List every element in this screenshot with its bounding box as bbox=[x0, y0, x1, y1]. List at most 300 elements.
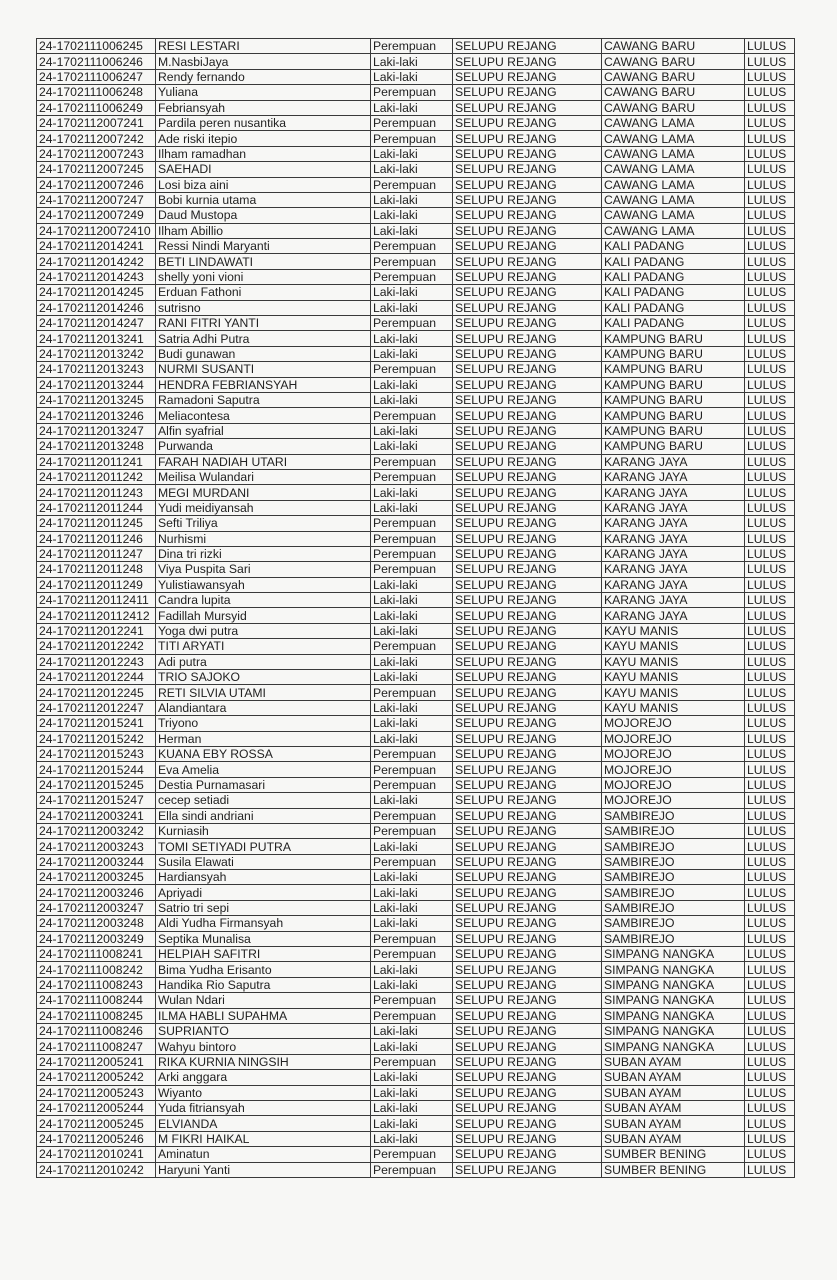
gender-cell: Laki-laki bbox=[371, 485, 453, 500]
village-cell: KAMPUNG BARU bbox=[602, 439, 745, 454]
name-cell: BETI LINDAWATI bbox=[156, 254, 371, 269]
village-cell: KAYU MANIS bbox=[602, 654, 745, 669]
status-cell: LULUS bbox=[745, 1054, 795, 1069]
registration-number-cell: 24-1702111006248 bbox=[37, 85, 156, 100]
status-cell: LULUS bbox=[745, 931, 795, 946]
table-row bbox=[37, 839, 795, 854]
name-cell: Ade riski itepio bbox=[156, 131, 371, 146]
name-cell: RETI SILVIA UTAMI bbox=[156, 685, 371, 700]
table-row bbox=[37, 1116, 795, 1131]
table-row bbox=[37, 931, 795, 946]
status-cell: LULUS bbox=[745, 131, 795, 146]
name-cell: Meliacontesa bbox=[156, 408, 371, 423]
district-cell: SELUPU REJANG bbox=[453, 1147, 602, 1162]
status-cell: LULUS bbox=[745, 1131, 795, 1146]
table-row bbox=[37, 285, 795, 300]
status-cell: LULUS bbox=[745, 793, 795, 808]
status-cell: LULUS bbox=[745, 300, 795, 315]
status-cell: LULUS bbox=[745, 223, 795, 238]
table-row bbox=[37, 177, 795, 192]
village-cell: CAWANG LAMA bbox=[602, 177, 745, 192]
name-cell: Wahyu bintoro bbox=[156, 1039, 371, 1054]
registration-number-cell: 24-17021120112412 bbox=[37, 608, 156, 623]
village-cell: SUBAN AYAM bbox=[602, 1054, 745, 1069]
gender-cell: Perempuan bbox=[371, 685, 453, 700]
status-cell: LULUS bbox=[745, 977, 795, 992]
registration-number-cell: 24-1702112003246 bbox=[37, 885, 156, 900]
registration-number-cell: 24-1702112014246 bbox=[37, 300, 156, 315]
district-cell: SELUPU REJANG bbox=[453, 223, 602, 238]
name-cell: NURMI SUSANTI bbox=[156, 362, 371, 377]
status-cell: LULUS bbox=[745, 408, 795, 423]
status-cell: LULUS bbox=[745, 1039, 795, 1054]
status-cell: LULUS bbox=[745, 839, 795, 854]
district-cell: SELUPU REJANG bbox=[453, 469, 602, 484]
district-cell: SELUPU REJANG bbox=[453, 700, 602, 715]
registration-number-cell: 24-1702111008246 bbox=[37, 1024, 156, 1039]
registration-number-cell: 24-1702112005245 bbox=[37, 1116, 156, 1131]
table-row bbox=[37, 854, 795, 869]
name-cell: TOMI SETIYADI PUTRA bbox=[156, 839, 371, 854]
registration-number-cell: 24-1702112003249 bbox=[37, 931, 156, 946]
district-cell: SELUPU REJANG bbox=[453, 608, 602, 623]
name-cell: Alfin syafrial bbox=[156, 423, 371, 438]
name-cell: Satrio tri sepi bbox=[156, 900, 371, 915]
status-cell: LULUS bbox=[745, 854, 795, 869]
table-row bbox=[37, 192, 795, 207]
registration-number-cell: 24-1702112011246 bbox=[37, 531, 156, 546]
district-cell: SELUPU REJANG bbox=[453, 1054, 602, 1069]
gender-cell: Laki-laki bbox=[371, 623, 453, 638]
gender-cell: Perempuan bbox=[371, 1162, 453, 1177]
registration-number-cell: 24-1702112003243 bbox=[37, 839, 156, 854]
gender-cell: Laki-laki bbox=[371, 300, 453, 315]
gender-cell: Laki-laki bbox=[371, 870, 453, 885]
village-cell: SAMBIREJO bbox=[602, 839, 745, 854]
table-row bbox=[37, 623, 795, 638]
registration-number-cell: 24-1702112007247 bbox=[37, 192, 156, 207]
village-cell: MOJOREJO bbox=[602, 777, 745, 792]
village-cell: MOJOREJO bbox=[602, 746, 745, 761]
village-cell: KAMPUNG BARU bbox=[602, 346, 745, 361]
gender-cell: Laki-laki bbox=[371, 192, 453, 207]
registration-number-cell: 24-1702112013248 bbox=[37, 439, 156, 454]
status-cell: LULUS bbox=[745, 54, 795, 69]
district-cell: SELUPU REJANG bbox=[453, 269, 602, 284]
gender-cell: Laki-laki bbox=[371, 839, 453, 854]
district-cell: SELUPU REJANG bbox=[453, 854, 602, 869]
district-cell: SELUPU REJANG bbox=[453, 654, 602, 669]
status-cell: LULUS bbox=[745, 1162, 795, 1177]
table-row bbox=[37, 777, 795, 792]
village-cell: MOJOREJO bbox=[602, 762, 745, 777]
village-cell: SUMBER BENING bbox=[602, 1147, 745, 1162]
name-cell: Ramadoni Saputra bbox=[156, 392, 371, 407]
district-cell: SELUPU REJANG bbox=[453, 300, 602, 315]
status-cell: LULUS bbox=[745, 916, 795, 931]
registration-number-cell: 24-1702112003242 bbox=[37, 823, 156, 838]
table-row bbox=[37, 454, 795, 469]
name-cell: KUANA EBY ROSSA bbox=[156, 746, 371, 761]
gender-cell: Perempuan bbox=[371, 531, 453, 546]
district-cell: SELUPU REJANG bbox=[453, 131, 602, 146]
village-cell: SUBAN AYAM bbox=[602, 1085, 745, 1100]
registration-number-cell: 24-1702112007245 bbox=[37, 162, 156, 177]
table-row bbox=[37, 500, 795, 515]
registration-number-cell: 24-1702112007246 bbox=[37, 177, 156, 192]
village-cell: SAMBIREJO bbox=[602, 885, 745, 900]
gender-cell: Perempuan bbox=[371, 469, 453, 484]
village-cell: SIMPANG NANGKA bbox=[602, 1024, 745, 1039]
gender-cell: Perempuan bbox=[371, 316, 453, 331]
registration-number-cell: 24-1702111006247 bbox=[37, 69, 156, 84]
name-cell: Aldi Yudha Firmansyah bbox=[156, 916, 371, 931]
district-cell: SELUPU REJANG bbox=[453, 885, 602, 900]
district-cell: SELUPU REJANG bbox=[453, 762, 602, 777]
status-cell: LULUS bbox=[745, 608, 795, 623]
name-cell: Daud Mustopa bbox=[156, 208, 371, 223]
status-cell: LULUS bbox=[745, 777, 795, 792]
name-cell: Bobi kurnia utama bbox=[156, 192, 371, 207]
name-cell: Apriyadi bbox=[156, 885, 371, 900]
name-cell: Rendy fernando bbox=[156, 69, 371, 84]
village-cell: SUBAN AYAM bbox=[602, 1100, 745, 1115]
district-cell: SELUPU REJANG bbox=[453, 239, 602, 254]
village-cell: CAWANG BARU bbox=[602, 54, 745, 69]
gender-cell: Perempuan bbox=[371, 993, 453, 1008]
table-row bbox=[37, 146, 795, 161]
status-cell: LULUS bbox=[745, 285, 795, 300]
status-cell: LULUS bbox=[745, 100, 795, 115]
district-cell: SELUPU REJANG bbox=[453, 331, 602, 346]
gender-cell: Perempuan bbox=[371, 562, 453, 577]
name-cell: Triyono bbox=[156, 716, 371, 731]
gender-cell: Laki-laki bbox=[371, 577, 453, 592]
gender-cell: Perempuan bbox=[371, 362, 453, 377]
gender-cell: Laki-laki bbox=[371, 69, 453, 84]
registration-number-cell: 24-1702112012245 bbox=[37, 685, 156, 700]
status-cell: LULUS bbox=[745, 870, 795, 885]
registration-number-cell: 24-1702112015241 bbox=[37, 716, 156, 731]
registration-number-cell: 24-1702112013243 bbox=[37, 362, 156, 377]
village-cell: SIMPANG NANGKA bbox=[602, 1039, 745, 1054]
district-cell: SELUPU REJANG bbox=[453, 423, 602, 438]
gender-cell: Laki-laki bbox=[371, 1039, 453, 1054]
gender-cell: Laki-laki bbox=[371, 346, 453, 361]
registration-number-cell: 24-1702112014247 bbox=[37, 316, 156, 331]
table-row bbox=[37, 746, 795, 761]
status-cell: LULUS bbox=[745, 316, 795, 331]
registration-number-cell: 24-1702112007242 bbox=[37, 131, 156, 146]
name-cell: TITI ARYATI bbox=[156, 639, 371, 654]
district-cell: SELUPU REJANG bbox=[453, 777, 602, 792]
results-table bbox=[36, 38, 795, 1178]
registration-number-cell: 24-1702112011245 bbox=[37, 516, 156, 531]
gender-cell: Perempuan bbox=[371, 1008, 453, 1023]
table-row bbox=[37, 654, 795, 669]
name-cell: Sefti Triliya bbox=[156, 516, 371, 531]
registration-number-cell: 24-1702111006245 bbox=[37, 39, 156, 54]
table-row bbox=[37, 808, 795, 823]
status-cell: LULUS bbox=[745, 670, 795, 685]
registration-number-cell: 24-1702112012242 bbox=[37, 639, 156, 654]
registration-number-cell: 24-1702111008244 bbox=[37, 993, 156, 1008]
name-cell: Destia Purnamasari bbox=[156, 777, 371, 792]
status-cell: LULUS bbox=[745, 1008, 795, 1023]
gender-cell: Laki-laki bbox=[371, 54, 453, 69]
village-cell: SAMBIREJO bbox=[602, 900, 745, 915]
village-cell: KAMPUNG BARU bbox=[602, 423, 745, 438]
registration-number-cell: 24-1702111008243 bbox=[37, 977, 156, 992]
village-cell: SIMPANG NANGKA bbox=[602, 993, 745, 1008]
district-cell: SELUPU REJANG bbox=[453, 1039, 602, 1054]
gender-cell: Perempuan bbox=[371, 746, 453, 761]
registration-number-cell: 24-1702112011243 bbox=[37, 485, 156, 500]
status-cell: LULUS bbox=[745, 85, 795, 100]
status-cell: LULUS bbox=[745, 239, 795, 254]
gender-cell: Perempuan bbox=[371, 408, 453, 423]
status-cell: LULUS bbox=[745, 254, 795, 269]
gender-cell: Perempuan bbox=[371, 931, 453, 946]
registration-number-cell: 24-1702112011242 bbox=[37, 469, 156, 484]
district-cell: SELUPU REJANG bbox=[453, 685, 602, 700]
name-cell: Wulan Ndari bbox=[156, 993, 371, 1008]
name-cell: Susila Elawati bbox=[156, 854, 371, 869]
status-cell: LULUS bbox=[745, 1085, 795, 1100]
name-cell: shelly yoni vioni bbox=[156, 269, 371, 284]
gender-cell: Laki-laki bbox=[371, 916, 453, 931]
district-cell: SELUPU REJANG bbox=[453, 670, 602, 685]
name-cell: RESI LESTARI bbox=[156, 39, 371, 54]
table-row bbox=[37, 731, 795, 746]
district-cell: SELUPU REJANG bbox=[453, 916, 602, 931]
gender-cell: Laki-laki bbox=[371, 1116, 453, 1131]
table-row bbox=[37, 115, 795, 130]
table-row bbox=[37, 223, 795, 238]
table-row bbox=[37, 685, 795, 700]
status-cell: LULUS bbox=[745, 900, 795, 915]
gender-cell: Laki-laki bbox=[371, 1085, 453, 1100]
name-cell: Hardiansyah bbox=[156, 870, 371, 885]
table-row bbox=[37, 531, 795, 546]
status-cell: LULUS bbox=[745, 823, 795, 838]
gender-cell: Laki-laki bbox=[371, 900, 453, 915]
name-cell: Haryuni Yanti bbox=[156, 1162, 371, 1177]
status-cell: LULUS bbox=[745, 700, 795, 715]
status-cell: LULUS bbox=[745, 947, 795, 962]
village-cell: SUBAN AYAM bbox=[602, 1131, 745, 1146]
district-cell: SELUPU REJANG bbox=[453, 623, 602, 638]
status-cell: LULUS bbox=[745, 192, 795, 207]
gender-cell: Perempuan bbox=[371, 254, 453, 269]
status-cell: LULUS bbox=[745, 531, 795, 546]
registration-number-cell: 24-17021120112411 bbox=[37, 593, 156, 608]
gender-cell: Perempuan bbox=[371, 546, 453, 561]
table-row bbox=[37, 885, 795, 900]
district-cell: SELUPU REJANG bbox=[453, 408, 602, 423]
district-cell: SELUPU REJANG bbox=[453, 1024, 602, 1039]
registration-number-cell: 24-1702112005241 bbox=[37, 1054, 156, 1069]
name-cell: Dina tri rizki bbox=[156, 546, 371, 561]
district-cell: SELUPU REJANG bbox=[453, 839, 602, 854]
table-row bbox=[37, 54, 795, 69]
district-cell: SELUPU REJANG bbox=[453, 1100, 602, 1115]
registration-number-cell: 24-1702112003247 bbox=[37, 900, 156, 915]
village-cell: SAMBIREJO bbox=[602, 854, 745, 869]
gender-cell: Perempuan bbox=[371, 85, 453, 100]
gender-cell: Laki-laki bbox=[371, 100, 453, 115]
name-cell: FARAH NADIAH UTARI bbox=[156, 454, 371, 469]
table-row bbox=[37, 916, 795, 931]
gender-cell: Laki-laki bbox=[371, 439, 453, 454]
registration-number-cell: 24-1702112015247 bbox=[37, 793, 156, 808]
district-cell: SELUPU REJANG bbox=[453, 808, 602, 823]
table-row bbox=[37, 516, 795, 531]
district-cell: SELUPU REJANG bbox=[453, 208, 602, 223]
registration-number-cell: 24-1702112012241 bbox=[37, 623, 156, 638]
status-cell: LULUS bbox=[745, 516, 795, 531]
registration-number-cell: 24-1702112011249 bbox=[37, 577, 156, 592]
registration-number-cell: 24-1702112013246 bbox=[37, 408, 156, 423]
gender-cell: Laki-laki bbox=[371, 500, 453, 515]
status-cell: LULUS bbox=[745, 146, 795, 161]
district-cell: SELUPU REJANG bbox=[453, 177, 602, 192]
district-cell: SELUPU REJANG bbox=[453, 931, 602, 946]
gender-cell: Perempuan bbox=[371, 808, 453, 823]
gender-cell: Perempuan bbox=[371, 115, 453, 130]
name-cell: Ilham ramadhan bbox=[156, 146, 371, 161]
district-cell: SELUPU REJANG bbox=[453, 162, 602, 177]
name-cell: M FIKRI HAIKAL bbox=[156, 1131, 371, 1146]
status-cell: LULUS bbox=[745, 762, 795, 777]
district-cell: SELUPU REJANG bbox=[453, 439, 602, 454]
district-cell: SELUPU REJANG bbox=[453, 454, 602, 469]
table-row bbox=[37, 316, 795, 331]
table-row bbox=[37, 1147, 795, 1162]
name-cell: Satria Adhi Putra bbox=[156, 331, 371, 346]
village-cell: KARANG JAYA bbox=[602, 454, 745, 469]
village-cell: KALI PADANG bbox=[602, 239, 745, 254]
table-row bbox=[37, 439, 795, 454]
status-cell: LULUS bbox=[745, 685, 795, 700]
village-cell: SUBAN AYAM bbox=[602, 1116, 745, 1131]
gender-cell: Perempuan bbox=[371, 762, 453, 777]
village-cell: SAMBIREJO bbox=[602, 870, 745, 885]
table-row bbox=[37, 85, 795, 100]
status-cell: LULUS bbox=[745, 639, 795, 654]
registration-number-cell: 24-1702112012243 bbox=[37, 654, 156, 669]
village-cell: KAYU MANIS bbox=[602, 685, 745, 700]
name-cell: Candra lupita bbox=[156, 593, 371, 608]
registration-number-cell: 24-1702112011248 bbox=[37, 562, 156, 577]
district-cell: SELUPU REJANG bbox=[453, 254, 602, 269]
table-row bbox=[37, 762, 795, 777]
status-cell: LULUS bbox=[745, 500, 795, 515]
district-cell: SELUPU REJANG bbox=[453, 870, 602, 885]
table-row bbox=[37, 793, 795, 808]
table-row bbox=[37, 977, 795, 992]
table-row bbox=[37, 608, 795, 623]
registration-number-cell: 24-1702112005242 bbox=[37, 1070, 156, 1085]
status-cell: LULUS bbox=[745, 346, 795, 361]
village-cell: KALI PADANG bbox=[602, 254, 745, 269]
table-row bbox=[37, 377, 795, 392]
table-row bbox=[37, 639, 795, 654]
registration-number-cell: 24-1702112013241 bbox=[37, 331, 156, 346]
name-cell: Febriansyah bbox=[156, 100, 371, 115]
registration-number-cell: 24-1702112014245 bbox=[37, 285, 156, 300]
village-cell: MOJOREJO bbox=[602, 731, 745, 746]
village-cell: KAMPUNG BARU bbox=[602, 392, 745, 407]
table-row bbox=[37, 239, 795, 254]
name-cell: Aminatun bbox=[156, 1147, 371, 1162]
district-cell: SELUPU REJANG bbox=[453, 485, 602, 500]
gender-cell: Perempuan bbox=[371, 1147, 453, 1162]
name-cell: Alandiantara bbox=[156, 700, 371, 715]
table-row bbox=[37, 331, 795, 346]
name-cell: Wiyanto bbox=[156, 1085, 371, 1100]
village-cell: CAWANG LAMA bbox=[602, 146, 745, 161]
name-cell: Ilham Abillio bbox=[156, 223, 371, 238]
table-row bbox=[37, 900, 795, 915]
village-cell: KAMPUNG BARU bbox=[602, 408, 745, 423]
gender-cell: Perempuan bbox=[371, 239, 453, 254]
village-cell: CAWANG BARU bbox=[602, 100, 745, 115]
registration-number-cell: 24-1702112014242 bbox=[37, 254, 156, 269]
gender-cell: Laki-laki bbox=[371, 885, 453, 900]
table-row bbox=[37, 69, 795, 84]
name-cell: Ella sindi andriani bbox=[156, 808, 371, 823]
village-cell: SIMPANG NANGKA bbox=[602, 962, 745, 977]
table-row bbox=[37, 546, 795, 561]
gender-cell: Laki-laki bbox=[371, 377, 453, 392]
village-cell: KARANG JAYA bbox=[602, 485, 745, 500]
table-row bbox=[37, 593, 795, 608]
village-cell: KARANG JAYA bbox=[602, 500, 745, 515]
village-cell: KARANG JAYA bbox=[602, 546, 745, 561]
district-cell: SELUPU REJANG bbox=[453, 285, 602, 300]
status-cell: LULUS bbox=[745, 1100, 795, 1115]
village-cell: SIMPANG NANGKA bbox=[602, 947, 745, 962]
district-cell: SELUPU REJANG bbox=[453, 546, 602, 561]
village-cell: CAWANG LAMA bbox=[602, 192, 745, 207]
name-cell: Meilisa Wulandari bbox=[156, 469, 371, 484]
village-cell: CAWANG LAMA bbox=[602, 162, 745, 177]
district-cell: SELUPU REJANG bbox=[453, 746, 602, 761]
status-cell: LULUS bbox=[745, 69, 795, 84]
status-cell: LULUS bbox=[745, 485, 795, 500]
status-cell: LULUS bbox=[745, 423, 795, 438]
name-cell: Yoga dwi putra bbox=[156, 623, 371, 638]
name-cell: Herman bbox=[156, 731, 371, 746]
status-cell: LULUS bbox=[745, 39, 795, 54]
district-cell: SELUPU REJANG bbox=[453, 947, 602, 962]
registration-number-cell: 24-1702111006249 bbox=[37, 100, 156, 115]
name-cell: Adi putra bbox=[156, 654, 371, 669]
village-cell: KARANG JAYA bbox=[602, 577, 745, 592]
status-cell: LULUS bbox=[745, 1070, 795, 1085]
status-cell: LULUS bbox=[745, 885, 795, 900]
village-cell: KARANG JAYA bbox=[602, 562, 745, 577]
name-cell: Pardila peren nusantika bbox=[156, 115, 371, 130]
status-cell: LULUS bbox=[745, 546, 795, 561]
gender-cell: Laki-laki bbox=[371, 793, 453, 808]
name-cell: Yuda fitriansyah bbox=[156, 1100, 371, 1115]
registration-number-cell: 24-1702112007241 bbox=[37, 115, 156, 130]
district-cell: SELUPU REJANG bbox=[453, 516, 602, 531]
district-cell: SELUPU REJANG bbox=[453, 500, 602, 515]
gender-cell: Perempuan bbox=[371, 516, 453, 531]
